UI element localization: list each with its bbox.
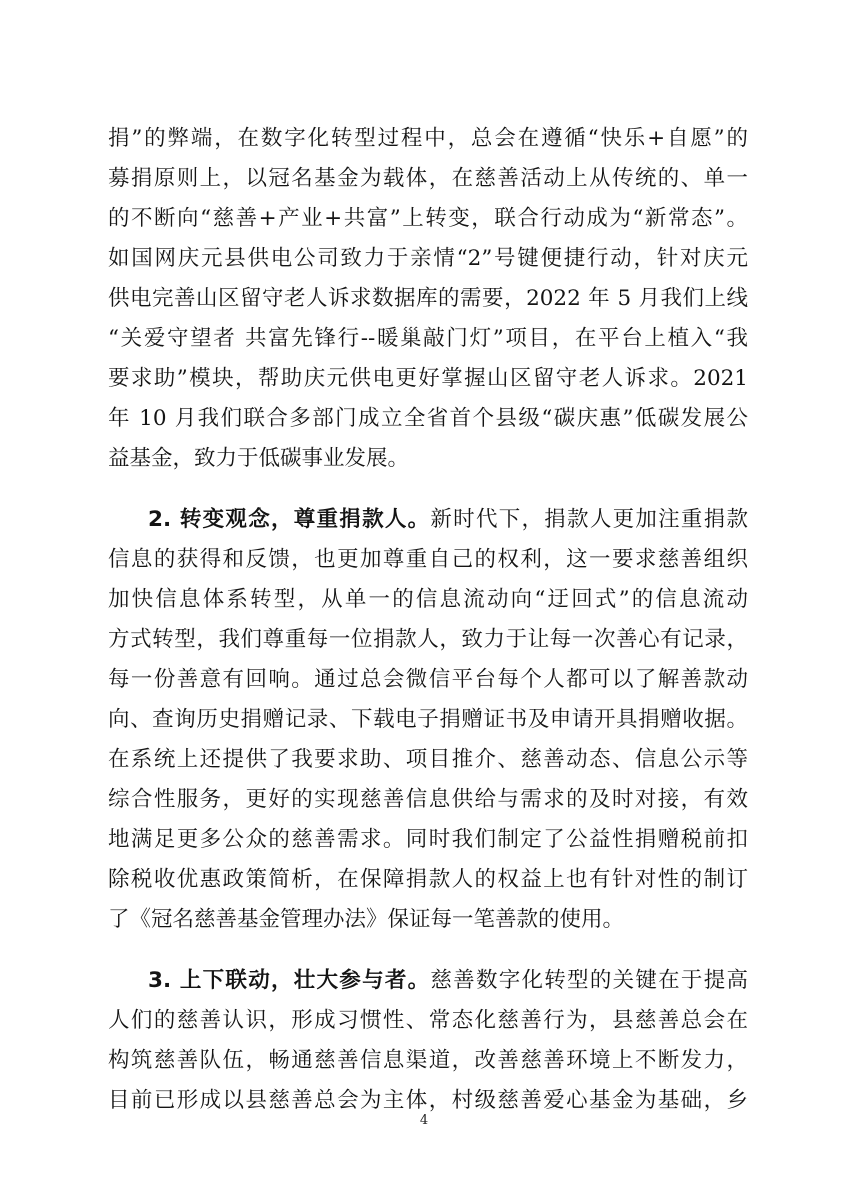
paragraph-line: 捐”的弊端，在数字化转型过程中，总会在遵循“快乐+自愿”的: [108, 126, 748, 151]
page-number: 4: [419, 1113, 429, 1128]
paragraph-line: 要求助”模块，帮助庆元供电更好掌握山区留守老人诉求。2021: [108, 366, 748, 391]
paragraph-line: 人们的慈善认识，形成习惯性、常态化慈善行为，县慈善总会在: [108, 1008, 748, 1033]
paragraph-line: “关爱守望者 共富先锋行--暖巢敲门灯”项目，在平台上植入“我: [108, 326, 748, 351]
paragraph-line: 加快信息体系转型，从单一的信息流动向“迂回式”的信息流动: [108, 587, 748, 612]
paragraph-line: 益基金，致力于低碳事业发展。: [108, 446, 410, 471]
paragraph-line: 募捐原则上，以冠名基金为载体，在慈善活动上从传统的、单一: [108, 166, 748, 191]
paragraph-line: 除税收优惠政策简析，在保障捐款人的权益上也有针对性的制订: [108, 867, 748, 892]
paragraph-line: 目前已形成以县慈善总会为主体，村级慈善爱心基金为基础，乡: [108, 1088, 748, 1113]
paragraph-line: 年 10 月我们联合多部门成立全省首个县级“碳庆惠”低碳发展公: [108, 406, 748, 431]
section-heading: 3. 上下联动，壮大参与者。: [148, 968, 431, 993]
paragraph-line: 每一份善意有回响。通过总会微信平台每个人都可以了解善款动: [108, 667, 748, 692]
paragraph-line: 在系统上还提供了我要求助、项目推介、慈善动态、信息公示等: [108, 747, 748, 772]
paragraph-line: 信息的获得和反馈，也更加尊重自己的权利，这一要求慈善组织: [108, 547, 748, 572]
paragraph-line: 了《冠名慈善基金管理办法》保证每一笔善款的使用。: [108, 907, 625, 932]
section-heading-line: [148, 500, 748, 540]
paragraph-text: 新时代下，捐款人更加注重捐款: [430, 507, 748, 532]
paragraph-line: 方式转型，我们尊重每一位捐款人，致力于让每一次善心有记录，: [108, 627, 748, 652]
paragraph-line: 地满足更多公众的慈善需求。同时我们制定了公益性捐赠税前扣: [108, 827, 748, 852]
section-heading: 2. 转变观念，尊重捐款人。: [148, 507, 431, 532]
paragraph-line: 如国网庆元县供电公司致力于亲情“2”号键便捷行动，针对庆元: [108, 246, 748, 271]
paragraph-line: 供电完善山区留守老人诉求数据库的需要，2022 年 5 月我们上线: [108, 286, 748, 311]
section-heading-line: [148, 961, 748, 1001]
paragraph-line: 向、查询历史捐赠记录、下载电子捐赠证书及申请开具捐赠收据。: [108, 707, 748, 732]
paragraph-line: 构筑慈善队伍，畅通慈善信息渠道，改善慈善环境上不断发力，: [108, 1048, 748, 1073]
paragraph-line: 的不断向“慈善+产业+共富”上转变，联合行动成为“新常态”。: [108, 206, 748, 231]
paragraph-text: 慈善数字化转型的关键在于提高: [430, 968, 748, 993]
paragraph-line: 综合性服务，更好的实现慈善信息供给与需求的及时对接，有效: [108, 787, 748, 812]
